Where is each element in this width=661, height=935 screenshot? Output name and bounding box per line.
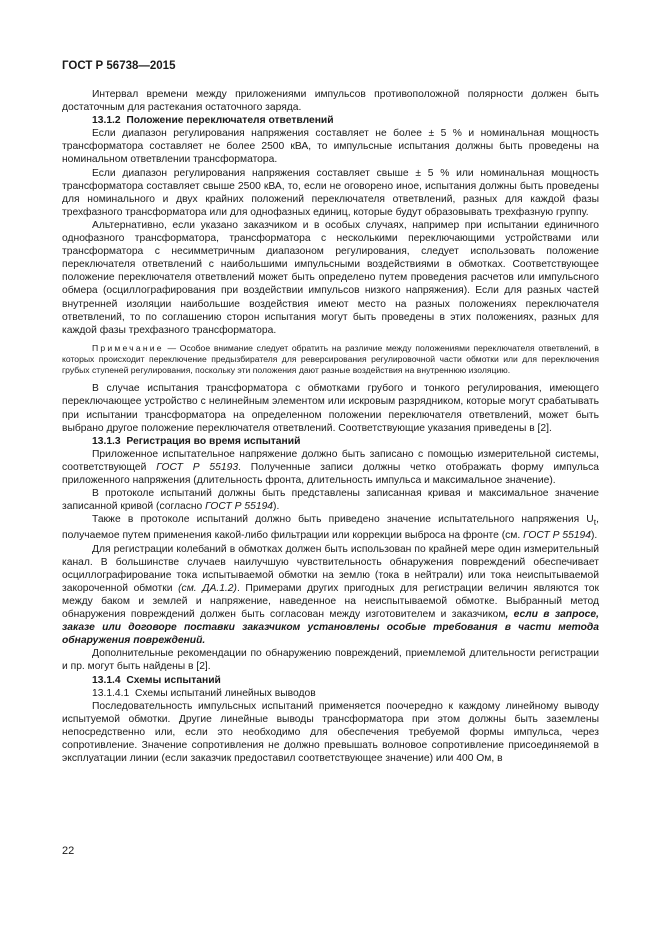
paragraph: Альтернативно, если указано заказчиком и в особых случаях, например при испытании единичного однофазного трансформатора, трансформатора с несколькими переключающими устройствами или трансформатора с несимметричным диапазоном регулирования, следует использовать положение переключателя ответвлений с наибольшими импульсными воздействиями в обмотках. Соответствующее положение переключателя ответвлений может быть определено путем проведения расчетов или импульсного обмера (осциллографирования при воздействии импульсов низкого напряжения). Если для разных частей внутренней изоляции наибольшие воздействия имеют место на разных положениях переключателя ответвлений, то по соглашению сторон испытания могут быть проведены в этих положениях, разных для каждой фазы трехфазного трансформатора. [62, 219, 599, 336]
paragraph: Интервал времени между приложениями импульсов противоположной полярности должен быть достаточным для растекания остаточного заряда. [62, 89, 599, 114]
note: Примечание — Особое внимание следует обратить на различие между положениями переключателя ответвлений, в которых происходит переключение предызбирателя для реверсирования регулировочной части обмотки или для переключения грубых ступеней регулирования, поскольку эти положения дают разные воздействия на внутреннюю изоляцию. [62, 342, 599, 376]
paragraph: Если диапазон регулирования напряжения составляет не более ± 5 % и номинальная мощность трансформатора составляет не более 2500 кВА, то импульсные испытания должны быть проведены на номинальном ответвлении трансформатора. [62, 128, 599, 166]
standard-header: ГОСТ Р 56738—2015 [62, 60, 176, 72]
standard-reference: ГОСТ Р 55194 [205, 501, 274, 513]
emphasis-text: , если в запросе, заказе или договоре поставки заказчиком установлены особые требования в части метода обнаружения повреждений. [62, 609, 599, 647]
standard-reference: ГОСТ Р 55193 [156, 461, 239, 473]
paragraph: В протоколе испытаний должны быть представлены записанная кривая и максимальное значение записанной кривой (согласно ГОСТ Р 55194). [62, 488, 599, 513]
section-heading-13-1-4: 13.1.4 Схемы испытаний [92, 674, 221, 686]
paragraph: Дополнительные рекомендации по обнаружению повреждений, приемлемой длительности регистрации и пр. могут быть найдены в [2]. [62, 648, 599, 673]
paragraph: Если диапазон регулирования напряжения составляет свыше ± 5 % или номинальная мощность трансформатора составляет свыше 2500 кВА, то, если не оговорено иное, испытания должны быть проведены для номинального и двух крайних положений переключателя ответвлений, разных для каждой фазы трехфазного трансформатора или для однофазных единиц, которые будут образовывать трехфазную группу. [62, 167, 599, 218]
paragraph: В случае испытания трансформатора с обмотками грубого и тонкого регулирования, имеющего переключающее устройство с нелинейным элементом или искровым разрядником, которые могут срабатывать при испытании трансформатора на определенном положении переключателя ответвлений, может быть выбрано другое положение переключателя ответвлений. Соответствующие указания приведены в [2]. [62, 383, 599, 434]
section-heading-13-1-3: 13.1.3 Регистрация во время испытаний [92, 435, 301, 447]
annex-reference: (см. ДА.1.2) [178, 582, 237, 594]
paragraph: Последовательность импульсных испытаний применяется поочередно к каждому линейному выводу испытуемой обмотки. Другие линейные выводы трансформатора при этом должны быть заземлены непосредственно или, если это необходимо для обеспечения требуемой формы импульса, через сопротивление. Значение сопротивления не должно превышать волновое сопротивление присоединяемой в эксплуатации линии (если заказчик предоставил соответствующее значение) или 400 Ом, в [62, 700, 599, 765]
standard-reference: ГОСТ Р 55194 [523, 530, 591, 542]
paragraph: Также в протоколе испытаний должно быть приведено значение испытательного напряжения $U_t$, получаемое путем применения какой-либо фильтрации или коррекции выброса на фронте (см. ГОСТ Р 55194). [62, 514, 599, 542]
page-number: 22 [62, 845, 75, 857]
note-label: Примечание [92, 342, 164, 353]
paragraph: Приложенное испытательное напряжение должно быть записано с помощью измерительной системы, соответствующей ГОСТ Р 55193. Полученные записи должны четко отображать форму импульса приложенного напряжения (длительность фронта, длительность импульса и максимальное значение). [62, 448, 599, 487]
note-text: Особое внимание следует обратить на различие между положениями переключателя ответвлений, в которых происходит переключение предызбирателя для реверсирования регулировочной части обмотки или для переключения грубых ступеней регулирования, поскольку эти положения дают разные воздействия на внутреннюю изоляцию. [62, 342, 599, 376]
section-heading-13-1-2: 13.1.2 Положение переключателя ответвлений [92, 115, 334, 127]
subsection-heading-13-1-4-1: 13.1.4.1 Схемы испытаний линейных выводов [92, 687, 316, 699]
paragraph: Для регистрации колебаний в обмотках должен быть использован по крайней мере один измерительный канал. В большинстве случаев наилучшую чувствительность обнаружения повреждений обеспечивает осциллографирование тока испытываемой обмотки на землю (тока в нейтрали) или тока неиспытываемой закороченной обмотки (см. ДА.1.2). Примерами других пригодных для регистрации величин являются ток между баком и землей и напряжение, наведенное на неиспытываемой обмотке. Выбранный метод обнаружения повреждений должен быть согласован между изготовителем и заказчиком, если в запросе, заказе или договоре поставки заказчиком установлены особые требования в части метода обнаружения повреждений. [62, 543, 599, 647]
page-body [62, 88, 599, 765]
